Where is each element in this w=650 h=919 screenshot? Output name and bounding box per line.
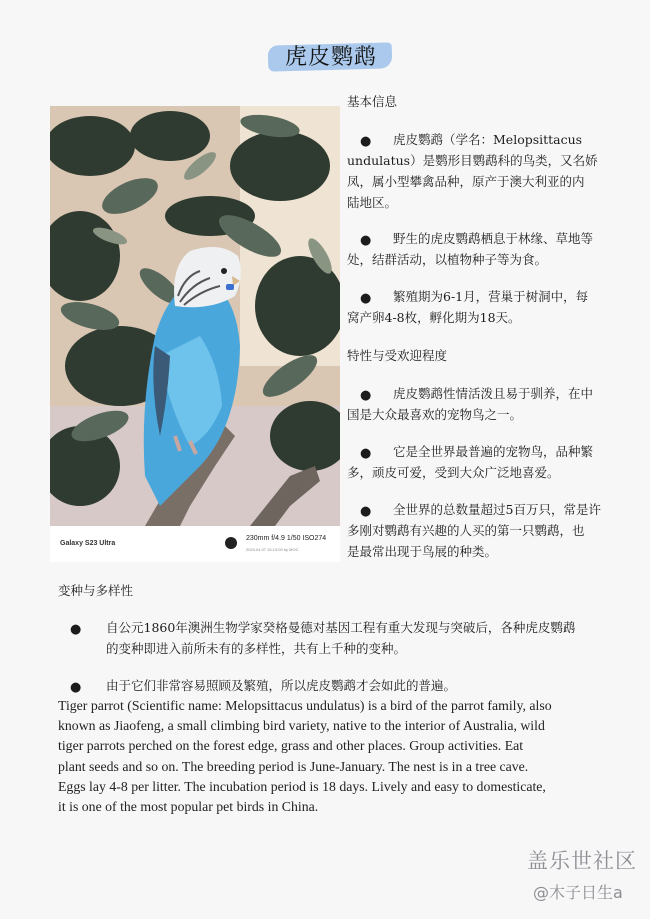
bullet-icon: ● <box>70 622 82 637</box>
bullet-icon: ● <box>360 134 372 149</box>
basic-item-1-line-4: 陆地区。 <box>347 195 398 210</box>
bullet-icon: ● <box>360 233 372 248</box>
variety-item-2-line-1: 由于它们非常容易照顾及繁殖，所以虎皮鹦鹉才会如此的普遍。 <box>106 678 457 693</box>
traits-item-1-line-1: 虎皮鹦鹉性情活泼且易于驯养，在中 <box>393 386 594 401</box>
watermark-site: 盖乐世社区 <box>527 849 637 873</box>
camera-model: Galaxy S23 Ultra <box>60 540 116 547</box>
basic-item-2-line-2: 处，结群活动，以植物种子等为食。 <box>347 252 548 267</box>
parrot-photo-image <box>50 106 340 526</box>
traits-item-3-line-1: 全世界的总数量超过5百万只，常是许 <box>393 502 601 517</box>
bullet-icon: ● <box>360 291 372 306</box>
english-line: plant seeds and so on. The breeding period is June-January. The nest is in a tree cave. <box>58 758 529 774</box>
basic-item-2-line-1: 野生的虎皮鹦鹉栖息于林缘、草地等 <box>393 231 594 246</box>
page-title: 虎皮鹦鹉 <box>284 45 377 70</box>
english-line: tiger parrots perched on the forest edge, grass and other places. Group activities. Eat <box>58 738 524 754</box>
traits-item-2-line-1: 它是全世界最普遍的宠物鸟，品种繁 <box>393 444 594 459</box>
variety-item-1-line-1: 自公元1860年澳洲生物学家癸格曼德对基因工程有重大发现与突破后，各种虎皮鹦鹉 <box>106 620 576 635</box>
english-line: Tiger parrot (Scientific name: Melopsittacus undulatus) is a bird of the parrot family, also <box>58 698 552 713</box>
basic-item-3-line-2: 窝产卵4-8枚，孵化期为18天。 <box>347 310 521 325</box>
bullet-icon: ● <box>360 504 372 519</box>
photo-caption <box>50 526 340 562</box>
english-paragraph <box>58 696 618 817</box>
basic-item-1-line-3: 凤，属小型攀禽品种，原产于澳大利亚的内 <box>347 174 585 189</box>
bullet-icon: ● <box>360 388 372 403</box>
camera-spec: 230mm f/4.9 1/50 ISO274 <box>246 535 327 542</box>
section-heading-traits: 特性与受欢迎程度 <box>347 348 448 363</box>
section-heading-variety: 变种与多样性 <box>58 583 134 598</box>
camera-date: 2024.04.07 15:13:00 by MOC <box>246 547 299 552</box>
bullet-icon: ● <box>360 446 372 461</box>
camera-logo-icon <box>225 537 237 549</box>
section-heading-basic: 基本信息 <box>347 94 398 109</box>
variety-item-1-line-2: 的变种即进入前所未有的多样性，共有上千种的变种。 <box>106 641 407 656</box>
basic-item-3-line-1: 繁殖期为6-1月，营巢于树洞中，每 <box>393 289 589 304</box>
english-line: Eggs lay 4-8 per litter. The incubation period is 18 days. Lively and easy to domesticate, <box>58 778 546 794</box>
parrot-photo <box>50 106 340 562</box>
title-block <box>268 38 394 74</box>
basic-item-1-line-1: 虎皮鹦鹉（学名：Melopsittacus <box>393 132 583 147</box>
traits-item-2-line-2: 多，顽皮可爱，受到大众广泛地喜爱。 <box>347 465 560 480</box>
watermark-author: @木子日生a <box>533 883 623 902</box>
english-line: known as Jiaofeng, a small climbing bird variety, native to the interior of Australia, wild <box>58 718 545 734</box>
bullet-icon: ● <box>70 680 82 695</box>
traits-item-1-line-2: 国是大众最喜欢的宠物鸟之一。 <box>347 407 523 422</box>
basic-item-1-line-2: undulatus）是鹦形目鹦鹉科的鸟类，又名娇 <box>347 153 598 168</box>
traits-item-3-line-2: 多刚对鹦鹉有兴趣的人买的第一只鹦鹉，也 <box>347 523 585 538</box>
english-line: it is one of the most popular pet birds in China. <box>58 799 319 815</box>
traits-item-3-line-3: 是最常出现于鸟展的种类。 <box>347 544 498 559</box>
